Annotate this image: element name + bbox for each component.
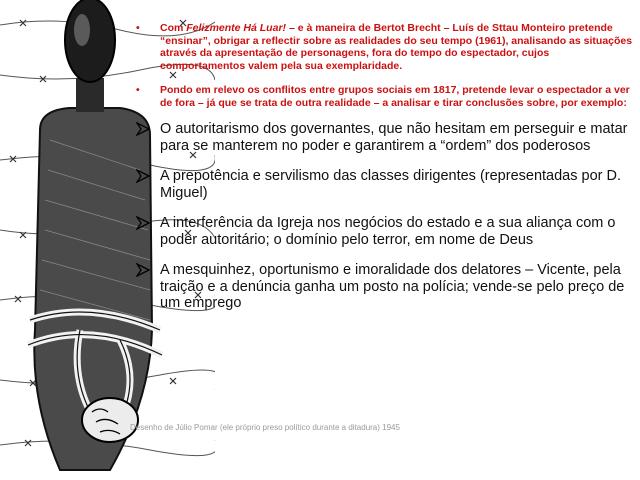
list-item (130, 215, 635, 248)
intro-text: – e à maneira de Bertot Brecht – Luís de Sttau Monteiro pretende “ensinar”, obrigar a reflectir sobre as realidades do seu tempo (1961), analisando as situações através da apresentação de personagens, fora do tempo do espectador, cujos comportamentos valem pela sua exemplaridade. (160, 22, 633, 72)
list-item-text: A interferência da Igreja nos negócios do estado e a sua aliança com o poder autoritário; o domínio pelo terror, em nome de Deus (160, 215, 616, 248)
slide-content (130, 22, 635, 326)
arrow-bullet-icon (136, 122, 150, 136)
list-item-text: A prepotência e servilismo das classes dirigentes (representadas por D. Miguel) (160, 168, 622, 201)
list-item-text: A mesquinhez, oportunismo e imoralidade dos delatores – Vicente, pela traição e a denúncia ganha um posto na polícia; vende-se pelo preço de um emprego (160, 262, 625, 311)
list-item-text: O autoritarismo dos governantes, que não hesitam em perseguir e matar para se manterem no poder e garantirem a “ordem” dos poderosos (160, 121, 628, 154)
arrow-bullet-icon (136, 169, 150, 183)
conflicts-text: Pondo em relevo os conflitos entre grupos sociais em 1817, pretende levar o espectador a ver de fora – já que se trata de outra realidade – a analisar e tirar conclusões sobre, por exemplo: (160, 84, 630, 109)
list-item (130, 121, 635, 154)
arrow-bullet-icon (136, 263, 150, 277)
bullet-dot: • (136, 84, 140, 96)
drawing-caption: Desenho de Júlio Pomar (ele próprio preso político durante a ditadura) 1945 (130, 423, 400, 432)
conflicts-bullet (130, 84, 635, 109)
list-item (130, 168, 635, 201)
intro-bullet (130, 22, 635, 72)
play-title: Felizmente Há Luar! (186, 22, 287, 34)
intro-prefix: Com (160, 22, 187, 34)
bullet-dot: • (136, 22, 140, 34)
arrow-bullet-icon (136, 216, 150, 230)
list-item (130, 262, 635, 312)
